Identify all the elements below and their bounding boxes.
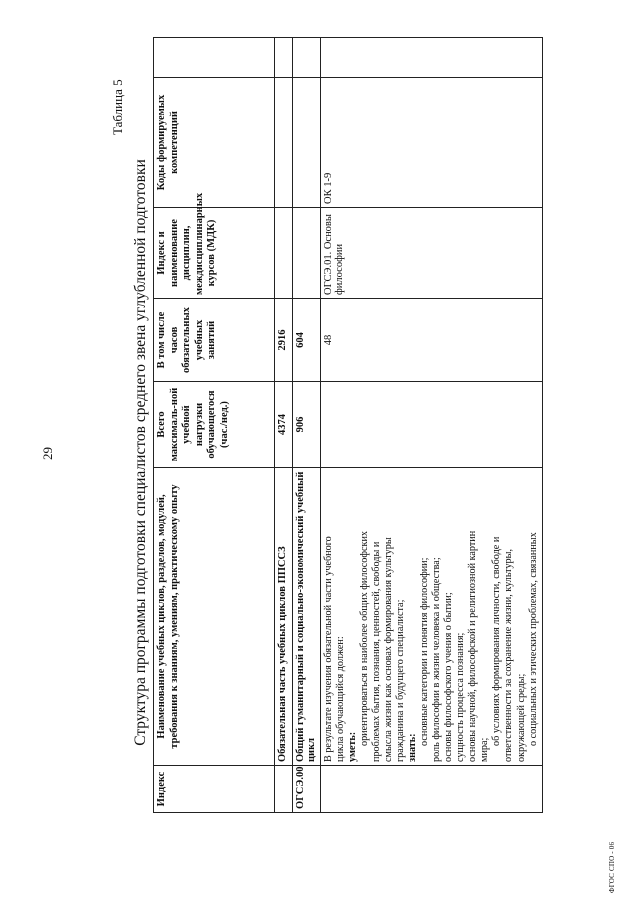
cell-discipline: ОГСЭ.01. Основы философии <box>321 208 543 299</box>
table-row <box>275 38 293 813</box>
table-row <box>321 38 543 813</box>
cell-codes: ОК 1-9 <box>321 78 543 208</box>
content-line: роль философии в жизни человека и общества; <box>431 557 443 762</box>
content-line: о социальных и этических проблемах, связанных <box>527 532 539 746</box>
cell-obligatory: 2916 <box>275 299 293 382</box>
content-line: гражданина и будущего специалиста; <box>395 599 407 762</box>
content-line: В результате изучения обязательной части учебного <box>323 536 334 762</box>
cell-obligatory: 604 <box>293 299 321 382</box>
cell-codes <box>293 78 321 208</box>
cell-empty <box>321 38 543 78</box>
footer-label: ФГОС СПО - 06 <box>608 841 616 893</box>
page-number: 29 <box>40 447 55 460</box>
cell-empty <box>275 38 293 78</box>
content-line: основы научной, философской и религиозной картин <box>467 530 479 762</box>
header-obligatory: В том числе часов обязательных учебных занятий <box>154 299 275 382</box>
cell-content <box>321 468 543 766</box>
cell-codes <box>275 78 293 208</box>
cell-name: Общий гуманитарный и социально-экономический учебный цикл <box>293 468 321 766</box>
cell-index <box>275 766 293 813</box>
cell-total: 906 <box>293 382 321 468</box>
cell-empty <box>293 38 321 78</box>
header-discipline: Индекс и наименование дисциплин, междисциплинарных курсов (МДК) <box>154 208 275 299</box>
header-index: Индекс <box>154 766 275 813</box>
table-label: Таблица 5 <box>110 79 125 135</box>
content-line: основы философского учения о бытии; <box>443 592 455 762</box>
cell-discipline <box>275 208 293 299</box>
cell-index <box>321 766 543 813</box>
header-codes: Коды формируемых компетенций <box>154 78 275 208</box>
content-line: ответственности за сохранение жизни, культуры, <box>503 548 515 762</box>
content-line: проблемах бытия, познания, ценностей, свободы и <box>371 541 383 762</box>
cell-name: Обязательная часть учебных циклов ППССЗ <box>275 468 293 766</box>
table-row <box>293 38 321 813</box>
header-total: Всего максималь-ной учебной нагрузки обучающегося (час./нед.) <box>154 382 275 468</box>
content-line: об условиях формирования личности, свободе и <box>491 536 503 746</box>
header-empty <box>154 38 275 78</box>
content-line: сущность процесса познания; <box>455 632 467 762</box>
content-line: окружающей среды; <box>515 673 527 762</box>
cell-total: 4374 <box>275 382 293 468</box>
content-line: цикла обучающийся должен: <box>335 636 347 762</box>
cell-index: ОГСЭ.00 <box>293 766 321 813</box>
content-line: основные категории и понятия философии; <box>419 557 431 746</box>
content-label-umet: уметь: <box>347 731 359 762</box>
content-line: мира; <box>479 737 491 762</box>
content-line: смысла жизни как основах формирования культуры <box>383 537 395 762</box>
structure-table <box>153 37 543 813</box>
content-line: ориентироваться в наиболее общих философских <box>359 530 371 746</box>
page-title: Структура программы подготовки специалистов среднего звена углубленной подготовки <box>132 159 149 746</box>
cell-obligatory: 48 <box>321 299 543 382</box>
cell-discipline <box>293 208 321 299</box>
table-header-row <box>154 38 275 813</box>
cell-total <box>321 382 543 468</box>
header-name: Наименование учебных циклов, разделов, модулей, требования к знаниям, умениям, практическому опыту <box>154 468 275 766</box>
content-label-znat: знать: <box>407 733 419 762</box>
